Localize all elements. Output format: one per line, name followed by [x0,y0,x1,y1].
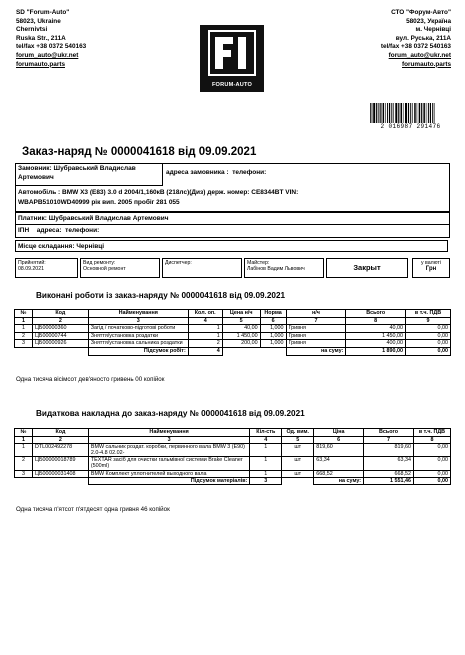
table-cell: 0,00 [413,443,450,456]
customer-address-label: адреса замовника : [166,169,229,176]
barcode [368,103,453,130]
customer-label: Замовник: [18,165,52,172]
table-cell: 3 [15,470,33,477]
materials-title: Видаткова накладна до заказ-наряду № 0000041618 від 09.09.2021 [36,409,305,418]
table-cell: DTL002492278 [32,443,88,456]
repair-type-cell: Вид ремонту: Основной ремонт [80,258,160,278]
ipn-label: ІПН [18,227,30,234]
mat-col-header: Найменування [88,429,249,437]
company-site-link-ua[interactable]: forumauto.parts [402,60,451,68]
table-cell: 40,00 [346,325,406,333]
table-cell: ЦБ00000018789 [32,457,88,470]
table-cell: шт [282,443,314,456]
place-value: Чернівці [76,243,104,250]
materials-sum-vat: 0,00 [413,477,450,484]
table-cell: 819,60 [364,443,414,456]
works-col-number: 2 [32,317,88,325]
materials-amount-in-words: Одна тисяча п'ятсот п'ятдесят одна гривня 46 копійок [16,506,170,513]
works-col-header: н/ч [286,310,346,318]
mat-col-header: Всього [364,429,414,437]
materials-sum-label: на суму: [314,477,364,484]
table-cell: шт [282,457,314,470]
table-cell: 1 [250,443,282,456]
table-cell: 2 [15,457,33,470]
works-col-number: 7 [286,317,346,325]
company-site-link[interactable]: forumauto.parts [16,60,65,68]
table-cell: BMW сальник роздат. коробки, первинного вала BMW 3 (E90) 2.0-4.8 02.02- [88,443,249,456]
table-cell: 668,52 [364,470,414,477]
table-row [15,470,451,477]
accepted-cell: Прийнятий: 08.09.2021 [15,258,78,278]
payer-box [15,212,450,238]
company-phone: tel/fax +38 0372 540163 [16,43,87,51]
works-col-number: 4 [188,317,222,325]
materials-subtotal-qty: 3 [250,477,282,484]
works-col-header: Найменування [88,310,188,318]
table-cell: 1 [188,325,222,333]
works-col-header: Всього [346,310,406,318]
mat-col-number: 7 [364,436,414,443]
company-region-ua: м. Чернівці [415,26,451,34]
mat-col-header: Кіл-сть [250,429,282,437]
mat-col-header: Код [32,429,88,437]
table-cell: BMW Комплект уплотнителей выходного вала [88,470,249,477]
car-text-2: WBAPB51010WD40999 рік вип. 2005 пробіг 281 055 [18,198,180,206]
table-cell: 1 [15,443,33,456]
forum-auto-logo [200,25,264,92]
table-cell: 1,000 [260,325,286,333]
works-number-row [15,317,451,325]
table-cell: 1,000 [260,332,286,340]
company-info-left [16,9,86,69]
mat-col-header: № [15,429,33,437]
table-cell: 0,00 [413,457,450,470]
works-col-number: 6 [260,317,286,325]
mat-col-number: 4 [250,436,282,443]
works-col-number: 9 [406,317,451,325]
works-col-number: 1 [15,317,33,325]
works-col-number: 5 [222,317,260,325]
works-header-row [15,310,451,318]
place-box [15,240,448,252]
mat-col-number: 5 [282,436,314,443]
table-cell: 1 450,00 [222,332,260,340]
table-cell: ЦБ00000360 [32,325,88,333]
company-email-link[interactable]: forum_auto@ukr.net [16,51,79,59]
works-col-number: 8 [346,317,406,325]
mat-col-number: 8 [413,436,450,443]
car-label: Автомобіль : [18,189,61,196]
currency-cell: у валюті Грн [412,258,450,278]
works-subtotal-label: Підсумок робіт: [88,347,188,355]
company-name-ua: СТО "Форум-Авто" [391,9,451,16]
company-email-link-ua[interactable]: forum_auto@ukr.net [388,51,451,59]
table-cell: ЦБ00000926 [32,340,88,348]
table-cell: 2 [188,340,222,348]
materials-number-row [15,436,451,443]
table-cell: 1 450,00 [346,332,406,340]
fa-logo-mark-icon [207,29,257,77]
table-cell: 40,00 [222,325,260,333]
company-street-ua: вул. Руська, 211А [395,34,451,42]
works-subtotal-row [15,347,451,355]
table-cell: 1 [250,470,282,477]
works-subtotal-qty: 4 [188,347,222,355]
company-city: 58023, Ukraine [16,17,61,25]
table-cell: Гривня [286,340,346,348]
table-cell: 400,00 [346,340,406,348]
materials-subtotal-label: Підсумок матеріалів: [88,477,249,484]
table-cell: 0,00 [406,332,451,340]
payer-address-label: адреса: [36,227,62,234]
table-cell: Загід / початково-підготові роботи [88,325,188,333]
works-col-header: Цена н/ч [222,310,260,318]
mat-col-header: в т.ч. ПДВ [413,429,450,437]
table-cell: 0,00 [406,340,451,348]
works-col-header: Код [32,310,88,318]
table-cell: 1,000 [260,340,286,348]
works-col-header: Кол. оп. [188,310,222,318]
works-col-header: в т.ч. ПДВ [406,310,451,318]
mat-col-number: 1 [15,436,33,443]
mat-col-number: 2 [32,436,88,443]
works-amount-in-words: Одна тисяча вісімсот дев'яносто гривень 00 копійок [16,376,165,383]
company-name: SD "Forum-Auto" [16,9,70,16]
materials-subtotal-row [15,477,451,484]
table-cell: TEXTAR засіб для очистки гальмівної системи Brake Cleaner (500ml) [88,457,249,470]
table-cell: Зняття/установка сальника роздатки [88,340,188,348]
works-col-header: Норма [260,310,286,318]
master-cell: Майстер: Лабінов Вадим Львович [244,258,324,278]
table-cell: 1 [250,457,282,470]
customer-phones-label: телефони: [232,169,267,176]
table-cell: 819,60 [314,443,364,456]
company-info-right [381,9,451,69]
works-sum-vat: 0,00 [406,347,451,355]
mat-col-header: Од. вим. [282,429,314,437]
table-cell: ЦБ00000031408 [32,470,88,477]
table-cell: Гривня [286,325,346,333]
table-cell: Гривня [286,332,346,340]
table-row [15,325,451,333]
materials-header-row [15,429,451,437]
mat-col-number: 6 [314,436,364,443]
customer-box [15,163,450,212]
order-title: Заказ-наряд № 0000041618 від 09.09.2021 [22,146,257,158]
materials-table [14,428,451,485]
works-col-number: 3 [88,317,188,325]
logo-caption: FORUM-AUTO [211,82,253,88]
table-row [15,457,451,470]
table-cell: 63,34 [364,457,414,470]
company-city-ua: 58023, Україна [406,17,451,25]
table-row [15,443,451,456]
company-region: Chernivtsi [16,26,48,34]
status-badge: Закрыт [326,258,408,278]
table-cell: шт [282,470,314,477]
table-row [15,332,451,340]
table-cell: 2 [15,332,33,340]
company-phone-ua: tel/fax +38 0372 540163 [380,43,451,51]
table-cell: 1 [188,332,222,340]
barcode-number: 2 016987 291476 [380,123,441,130]
place-label: Місце складання: [18,243,75,250]
materials-sum-total: 1 551,46 [364,477,414,484]
table-cell: 200,00 [222,340,260,348]
mat-col-header: Ціна [314,429,364,437]
table-cell: 668,52 [314,470,364,477]
payer-label: Платник: [18,215,47,222]
works-table [14,309,451,356]
works-sum-label: на суму: [286,347,346,355]
payer-phones-label: телефони: [65,227,100,234]
table-cell: 1 [15,325,33,333]
works-sum-total: 1 890,00 [346,347,406,355]
table-cell: Зняття/установка роздатки [88,332,188,340]
car-text: BMW X3 (E83) 3.0 d 2004/1,160кВ (218лс)(Диз) держ. номер: CE8344BT VIN: [62,189,299,196]
table-row [15,340,451,348]
mat-col-number: 3 [88,436,249,443]
dispatcher-cell: Диспетчер: [162,258,242,278]
table-cell: 3 [15,340,33,348]
payer-name: Шубравський Владислав Артемович [48,215,169,222]
table-cell: 0,00 [406,325,451,333]
table-cell: 0,00 [413,470,450,477]
table-cell: 63,34 [314,457,364,470]
works-col-header: № [15,310,33,318]
table-cell: ЦБ00000744 [32,332,88,340]
company-street: Ruska Str., 211A [16,34,66,42]
barcode-icon [368,103,453,123]
customer-name: Шубравський Владислав Артемович [18,165,136,181]
works-title: Виконані роботи із заказ-наряду № 0000041618 від 09.09.2021 [36,291,286,300]
